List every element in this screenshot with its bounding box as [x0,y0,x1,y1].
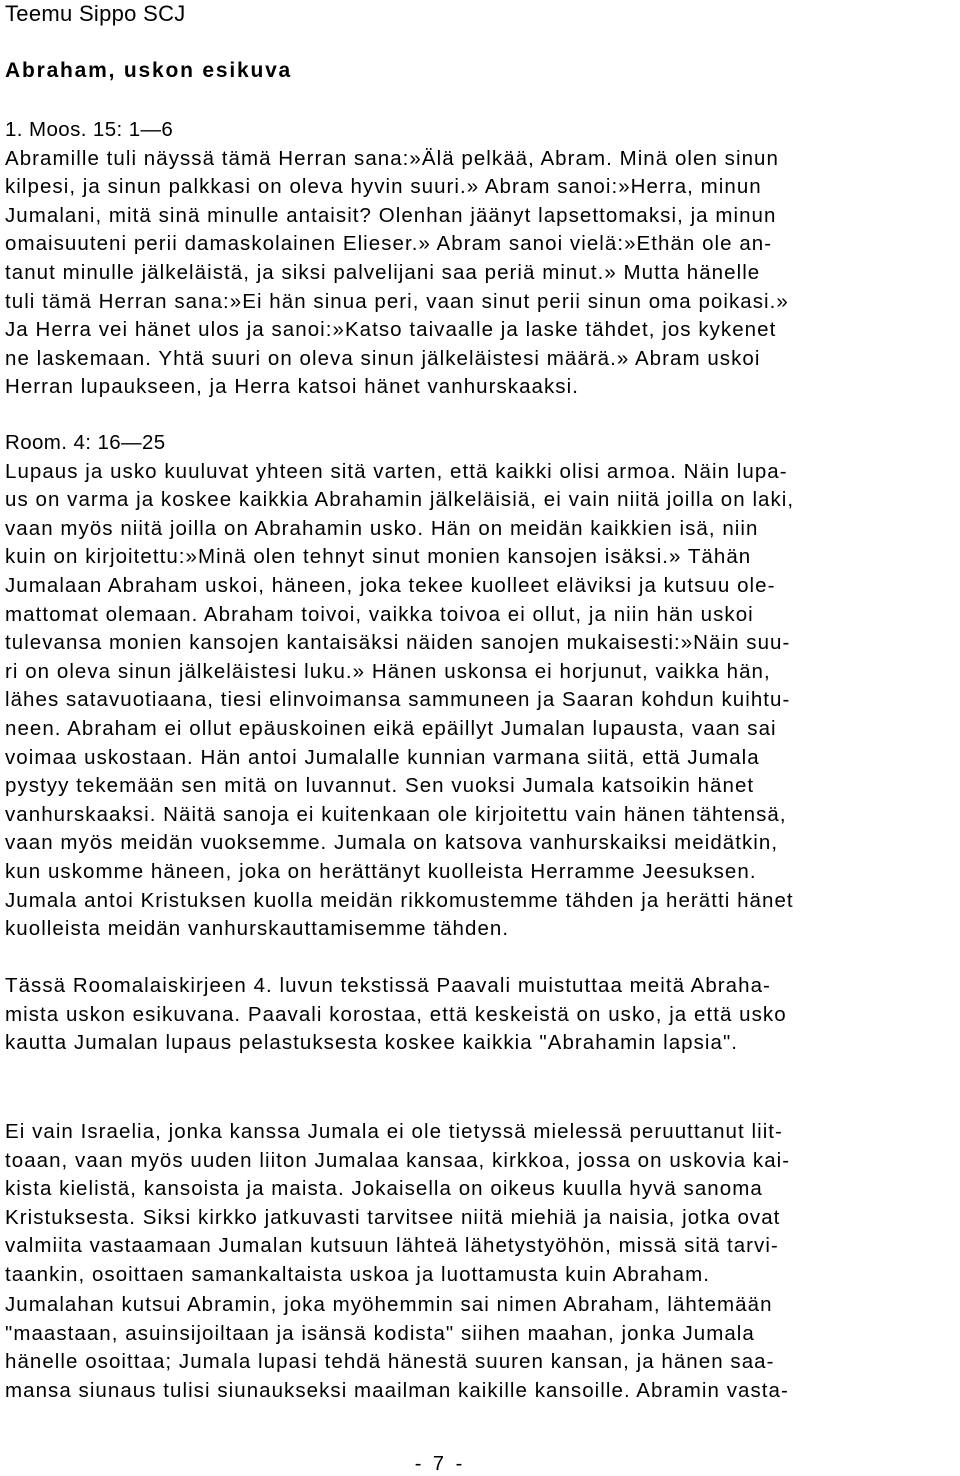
text-line: Jumalaan Abraham uskoi, häneen, joka tekee kuolleet eläviksi ja kutsuu ole- [5,573,776,597]
text-line: mattomat olemaan. Abraham toivoi, vaikka toivoa ei ollut, ja niin hän uskoi [5,602,754,626]
text-line: us on varma ja koskee kaikkia Abrahamin jälkeläisiä, ei vain niitä joilla on laki, [5,488,795,512]
text-line: vaan myös meidän vuoksemme. Jumala on katsova vanhurskaiksi meidätkin, [5,831,779,855]
text-line: Kristuksesta. Siksi kirkko jatkuvasti tarvitsee niitä miehiä ja naisia, jotka ovat [5,1205,781,1229]
text-line: lähes satavuotiaana, tiesi elinvoimansa sammuneen ja Saaran kohdun kuihtu- [5,688,791,712]
text-line: "maastaan, asuinsijoiltaan ja isänsä kodista" siihen maahan, jonka Jumala [5,1321,755,1345]
page-number: - 7 - [414,1453,466,1475]
text-line: vaan myös niitä joilla on Abrahamin usko. Hän on meidän kaikkien isä, niin [5,516,759,540]
paragraph-mission [5,1118,953,1290]
text-line: vanhurskaaksi. Näitä sanoja ei kuitenkaan ole kirjoitettu vain hänen tähtensä, [5,802,787,826]
text-line: kilpesi, ja sinun palkkasi on oleva hyvin suuri.» Abram sanoi:»Herra, minun [5,175,762,199]
section-genesis [5,116,953,402]
scripture-text [5,145,953,402]
text-line: toaan, vaan myös uuden liiton Jumalaa kansaa, kirkkoa, jossa on uskovia kai- [5,1148,791,1172]
text-line: Jumalani, mitä sinä minulle antaisit? Olenhan jäänyt lapsettomaksi, ja minun [5,203,777,227]
text-line: neen. Abraham ei ollut epäuskoinen eikä epäillyt Jumalan lupausta, vaan sai [5,716,777,740]
text-line: kista kielistä, kansoista ja maista. Jokaisella on oikeus kuulla hyvä sanoma [5,1177,763,1201]
text-line: Ei vain Israelia, jonka kanssa Jumala ei ole tietyssä mielessä peruuttanut liit- [5,1120,783,1143]
text-line: Herran lupaukseen, ja Herra katsoi hänet vanhurskaaksi. [5,375,579,399]
text-line: kautta Jumalan lupaus pelastuksesta koskee kaikkia "Abrahamin lapsia". [5,1031,739,1055]
text-line: mista uskon esikuvana. Paavali korostaa, että keskeistä on usko, ja että usko [5,1002,787,1026]
text-line: mansa siunaus tulisi siunaukseksi maailman kaikille kansoille. Abramin vasta- [5,1378,789,1402]
text-line: ne laskemaan. Yhtä suuri on oleva sinun jälkeläistesi määrä.» Abram uskoi [5,346,761,370]
text-line: tuli tämä Herran sana:»Ei hän sinua peri, vaan sinut perii sinun oma poikasi.» [5,289,789,313]
text-line: Ja Herra vei hänet ulos ja sanoi:»Katso taivaalle ja laske tähdet, jos kykenet [5,318,777,342]
text-line: ri on oleva sinun jälkeläistesi luku.» Hänen uskonsa ei horjunut, vaikka hän, [5,659,771,683]
text-line: valmiita vastaamaan Jumalan kutsuun lähteä lähetystyöhön, missä sitä tarvi- [5,1234,779,1258]
scripture-text [5,458,953,944]
paragraph-calling [5,1291,953,1405]
text-line: tanut minulle jälkeläistä, ja siksi palvelijani saa periä minut.» Mutta hänelle [5,260,761,284]
text-line: Lupaus ja usko kuuluvat yhteen sitä varten, että kaikki olisi armoa. Näin lupa- [5,459,788,483]
text-line: omaisuuteni perii damaskolainen Elieser.» Abram sanoi vielä:»Ethän ole an- [5,232,773,256]
text-line: voimaa uskostaan. Hän antoi Jumalalle kunnian varmana siitä, että Jumala [5,745,760,769]
scripture-reference: Room. 4: 16—25 [5,431,166,454]
text-line: kuolleista meidän vanhurskauttamisemme tähden. [5,917,510,941]
paragraph-intro [5,972,953,1058]
scripture-reference: 1. Moos. 15: 1—6 [5,118,174,141]
text-line: hänelle osoittaa; Jumala lupasi tehdä hänestä suuren kansan, ja hänen saa- [5,1350,775,1374]
text-line: tulevansa monien kansojen kantaisäksi näiden sanojen mukaisesti:»Näin suu- [5,631,791,655]
text-line: kuin on kirjoitettu:»Minä olen tehnyt sinut monien kansojen isäksi.» Tähän [5,545,752,569]
text-line: Jumalahan kutsui Abramin, joka myöhemmin sai nimen Abraham, lähtemään [5,1293,773,1316]
text-line: taankin, osoittaen samankaltaista uskoa ja luottamusta kuin Abraham. [5,1262,710,1286]
text-line: Tässä Roomalaiskirjeen 4. luvun tekstissä Paavali muistuttaa meitä Abraha- [5,974,771,997]
text-line: Abramille tuli näyssä tämä Herran sana:»Älä pelkää, Abram. Minä olen sinun [5,146,779,170]
section-romans [5,429,953,944]
author-name: Teemu Sippo SCJ [5,1,186,26]
text-line: Jumala antoi Kristuksen kuolla meidän rikkomustemme tähden ja herätti hänet [5,888,794,912]
text-line: kun uskomme häneen, joka on herättänyt kuolleista Herramme Jeesuksen. [5,859,757,883]
text-line: pystyy tekemään sen mitä on luvannut. Sen vuoksi Jumala katsoikin hänet [5,774,755,798]
document-title: Abraham, uskon esikuva [5,59,293,82]
